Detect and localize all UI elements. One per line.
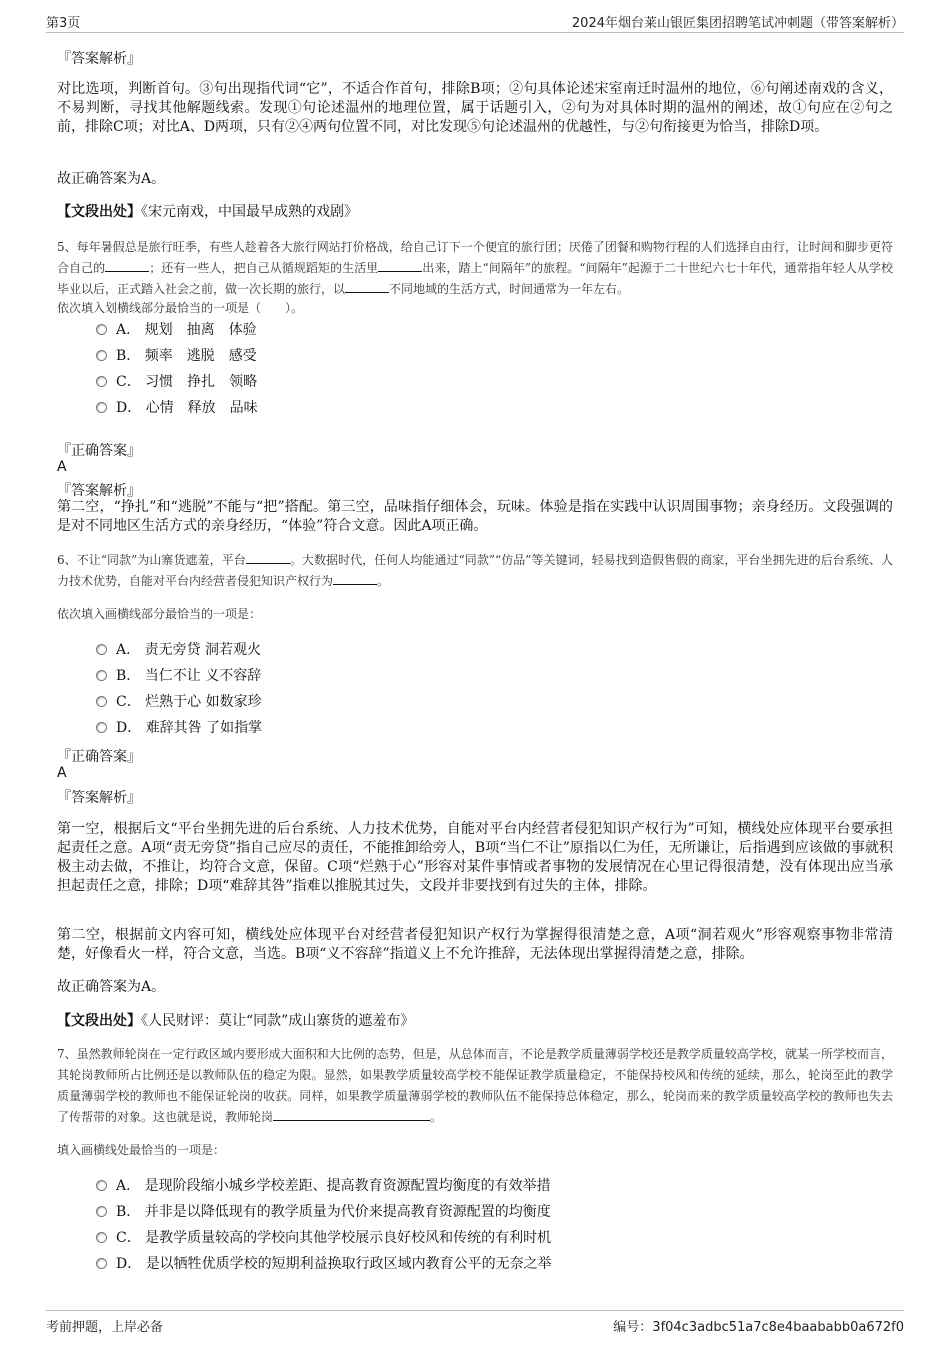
q6-option-a[interactable] — [96, 640, 261, 660]
q6-stem — [57, 550, 893, 592]
q5-correct-label: 『正确答案』 — [57, 443, 141, 459]
radio-icon[interactable] — [96, 644, 107, 655]
q6-option-c[interactable] — [96, 692, 262, 712]
q5-option-c[interactable] — [96, 372, 257, 392]
q6-stem-part: 。 — [377, 574, 390, 588]
q4-source — [57, 203, 893, 222]
option-text: 当仁不让 义不容辞 — [144, 668, 262, 684]
source-label: 【文段出处】 — [57, 1013, 141, 1029]
page-footer — [46, 1310, 904, 1335]
option-text: 并非是以降低现有的教学质量为代价来提高教育资源配置的均衡度 — [144, 1204, 551, 1220]
blank — [333, 572, 377, 585]
q6-conclusion: 故正确答案为A。 — [57, 979, 166, 995]
q6-source — [57, 1012, 893, 1031]
radio-icon[interactable] — [96, 1180, 107, 1191]
option-text: 习惯 挣扎 领略 — [145, 374, 258, 390]
radio-icon[interactable] — [96, 696, 107, 707]
option-text: 难辞其咎 了如指掌 — [145, 720, 263, 736]
option-label: D． — [116, 400, 142, 416]
document-code — [613, 1316, 904, 1335]
option-text: 是以牺牲优质学校的短期利益换取行政区域内教育公平的无奈之举 — [145, 1256, 552, 1272]
q5-stem-part: 不同地域的生活方式，时间通常为一年左右。 — [389, 282, 630, 296]
option-label: B． — [116, 348, 141, 364]
radio-icon[interactable] — [96, 670, 107, 681]
q6-analysis-para2: 第二空，根据前文内容可知，横线处应体现平台对经营者侵犯知识产权行为掌握得很清楚之意，A项“洞若观火”形容观察事物非常清楚，好像看火一样，符合文意，当选。B项“义不容辞”指道义上不允许推辞，无法体现出掌握得清楚之意，排除。 — [57, 927, 893, 962]
blank — [105, 259, 149, 272]
blank — [246, 551, 290, 564]
option-text: 规划 抽离 体验 — [144, 322, 257, 338]
q4-analysis-text: 对比选项，判断首句。③句出现指代词“它”，不适合作首句，排除B项；②句具体论述宋室南迁时温州的地位，⑥句阐述南戏的含义，不易判断，寻找其他解题线索。发现①句论述温州的地理位置，属于话题引入，②句为对具体时期的温州的阐述，故①句应在②句之前，排除C项；对比A、D两项，只有②④两句位置不同，对比发现⑤句论述温州的优越性，与②句衔接更为恰当，排除D项。 — [57, 81, 893, 135]
q7-stem — [57, 1044, 893, 1128]
radio-icon[interactable] — [96, 350, 107, 361]
q5-analysis-text: 第二空，“挣扎”和“逃脱”不能与“把”搭配。第三空，品味指仔细体会，玩味。体验是指在实践中认识周围事物；亲身经历。文段强调的是对不同地区生活方式的亲身经历，“体验”符合文意。因此A项正确。 — [57, 499, 893, 534]
radio-icon[interactable] — [96, 402, 107, 413]
option-label: A． — [116, 322, 141, 338]
option-label: C． — [116, 1230, 141, 1246]
code-label: 编号： — [613, 1320, 653, 1335]
blank — [273, 1108, 430, 1121]
q4-conclusion: 故正确答案为A。 — [57, 171, 166, 187]
source-title: 《宋元南戏，中国最早成熟的戏剧》 — [141, 204, 358, 220]
q7-option-b[interactable] — [96, 1202, 551, 1222]
option-label: A． — [116, 642, 141, 658]
radio-icon[interactable] — [96, 376, 107, 387]
q7-prompt: 填入画横线处最恰当的一项是： — [57, 1143, 226, 1157]
footer-slogan: 考前押题，上岸必备 — [46, 1320, 164, 1335]
option-label: C． — [116, 694, 141, 710]
q7-option-d[interactable] — [96, 1254, 552, 1274]
radio-icon[interactable] — [96, 324, 107, 335]
option-text: 责无旁贷 洞若观火 — [144, 642, 262, 658]
document-title: 2024年烟台莱山银匠集团招聘笔试冲刺题（带答案解析） — [571, 16, 904, 31]
option-label: A． — [116, 1178, 141, 1194]
q5-stem-part: ；还有一些人，把自己从循规蹈矩的生活里 — [149, 261, 379, 275]
option-text: 是现阶段缩小城乡学校差距、提高教育资源配置均衡度的有效举措 — [144, 1178, 551, 1194]
option-text: 心情 释放 品味 — [145, 400, 258, 416]
q5-answer: A — [57, 459, 67, 475]
code-value: 3f04c3adbc51a7c8e4baababb0a672f0 — [652, 1320, 904, 1335]
q5-prompt: 依次填入划横线部分最恰当的一项是（ ）。 — [57, 301, 304, 315]
option-text: 烂熟于心 如数家珍 — [145, 694, 262, 710]
q5-option-d[interactable] — [96, 398, 258, 418]
q7-option-a[interactable] — [96, 1176, 551, 1196]
option-text: 是教学质量较高的学校向其他学校展示良好校风和传统的有利时机 — [145, 1230, 552, 1246]
source-label: 【文段出处】 — [57, 204, 141, 220]
q6-option-b[interactable] — [96, 666, 261, 686]
q6-prompt: 依次填入画横线部分最恰当的一项是： — [57, 607, 262, 621]
q5-option-b[interactable] — [96, 346, 257, 366]
q6-stem-part: 。大数据时代，任何人均能通过“同款”“仿品”等关键词，轻易找到造假售假的商家，平台坐拥先进的后台系统、人力技术优势，自能对平台内经营者侵犯知识产权行为 — [57, 553, 894, 588]
q7-stem-part: 。 — [430, 1110, 443, 1124]
option-label: C． — [116, 374, 141, 390]
radio-icon[interactable] — [96, 1258, 107, 1269]
radio-icon[interactable] — [96, 722, 107, 733]
q6-option-d[interactable] — [96, 718, 262, 738]
option-label: D． — [116, 1256, 142, 1272]
radio-icon[interactable] — [96, 1206, 107, 1217]
option-label: B． — [116, 668, 141, 684]
q6-correct-label: 『正确答案』 — [57, 749, 141, 765]
q5-analysis-label: 『答案解析』 — [57, 483, 141, 499]
radio-icon[interactable] — [96, 1232, 107, 1243]
q7-stem-part: 7、虽然教师轮岗在一定行政区域内要形成大面积和大比例的态势，但是，从总体而言，不论是教学质量薄弱学校还是教学质量较高学校，就某一所学校而言，其轮岗教师所占比例还是以教师队伍的稳定为限。显然，如果教学质量较高学校不能保证教学质量稳定，不能保持校风和传统的延续，那么，轮岗至此的教学质量薄弱学校的教师也不能保证轮岗的收获。同样，如果教学质量薄弱学校的教师队伍不能保持总体稳定，那么，轮岗而来的教学质量较高学校的教师也失去了传帮带的对象。这也就是说，教师轮岗 — [57, 1047, 893, 1124]
q7-option-c[interactable] — [96, 1228, 551, 1248]
q6-stem-part: 6、不让“同款”为山寨货遮羞，平台 — [57, 553, 246, 567]
q6-answer: A — [57, 765, 67, 781]
q5-stem-part: 5、每年暑假总是旅行旺季，有些人趁着各大旅行网站打价格战，给自己订下一个便宜的旅行团；厌倦了团餐和购物行程的人们选择自由行，让时间和脚步更符合自己的 — [57, 240, 893, 275]
option-label: B． — [116, 1204, 141, 1220]
q6-analysis-label: 『答案解析』 — [57, 790, 141, 806]
q5-stem — [57, 237, 893, 300]
q6-analysis-para1: 第一空，根据后文“平台坐拥先进的后台系统、人力技术优势，自能对平台内经营者侵犯知识产权行为”可知，横线处应体现平台要承担起责任之意。A项“责无旁贷”指自己应尽的责任，不能推卸给旁人，B项“当仁不让”原指以仁为任，无所谦让，后指遇到应该做的事就积极主动去做，不推让，均符合文意，保留。C项“烂熟于心”形容对某件事情或者事物的发展情况在心里记得很清楚，没有体现出应当承担起责任之意，排除；D项“难辞其咎”指难以推脱其过失，文段并非要找到有过失的主体，排除。 — [57, 821, 893, 894]
blank — [345, 280, 389, 293]
option-text: 频率 逃脱 感受 — [144, 348, 257, 364]
page-header — [46, 10, 904, 33]
q5-option-a[interactable] — [96, 320, 257, 340]
q4-analysis-label: 『答案解析』 — [57, 51, 141, 67]
blank — [378, 259, 422, 272]
source-title: 《人民财评：莫让“同款”成山寨货的遮羞布》 — [141, 1013, 415, 1029]
option-label: D． — [116, 720, 142, 736]
page-number: 第3页 — [46, 16, 81, 31]
q5-stem-part: 出来，踏上“间隔年”的旅程。“间隔年”起源于二十世纪六七十年代，通常指年轻人从学校毕业以后，正式踏入社会之前，做一次长期的旅行，以 — [57, 261, 893, 296]
